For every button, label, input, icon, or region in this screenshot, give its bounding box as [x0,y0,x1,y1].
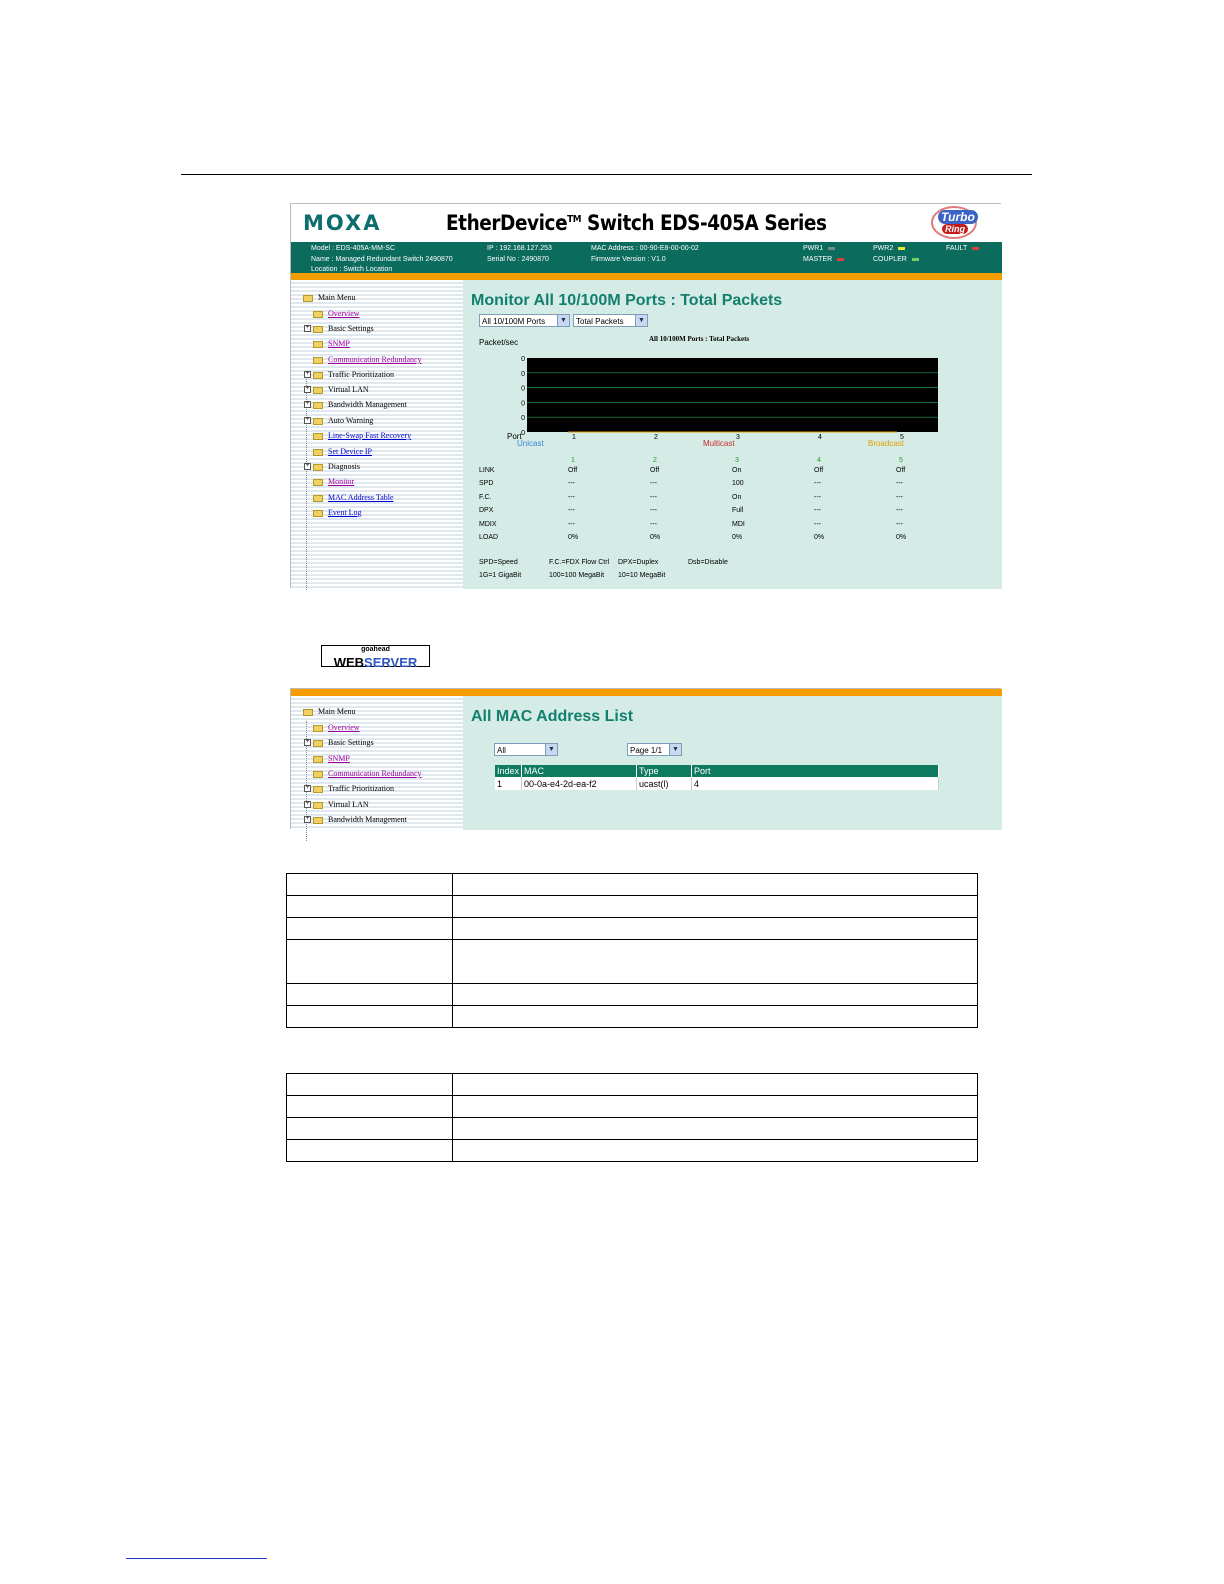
folder-icon [313,464,323,471]
port-status-cell: Off [650,467,660,474]
y-tick-label: 0 [521,430,525,437]
port-status-cell: On [732,467,742,474]
y-tick-label: 0 [521,415,525,423]
port-status-cell: --- [650,493,657,501]
name-text: Name : Managed Redundant Switch 2490870 [311,256,453,263]
sidebar-item-bandwidth-management[interactable]: Bandwidth Management [313,815,407,824]
column-header-type: Type [637,765,692,777]
folder-icon [313,418,323,425]
legend-dpx: DPX=Duplex [618,559,659,566]
port-status-cell: --- [896,493,903,501]
expand-icon[interactable]: + [305,386,310,392]
port-status-cell: Full [732,507,744,515]
chevron-down-icon: ▼ [669,744,681,755]
sidebar [291,696,463,830]
table-row [495,777,939,790]
fault-led [972,247,979,250]
x-tick-label: 5 [900,434,904,441]
legend-100: 100=100 MegaBit [549,572,605,579]
sidebar-item-basic-settings[interactable]: Basic Settings [313,324,374,333]
moxa-logo: MOXA [303,211,382,235]
port-status-cell: Off [896,467,906,474]
port-status-cell: --- [568,520,575,528]
x-tick-label: 4 [818,434,822,441]
expand-icon[interactable]: + [305,325,310,331]
sidebar-item-traffic-prioritization[interactable]: Traffic Prioritization [313,784,394,793]
port-status-cell: 0% [568,534,579,541]
row-label-dpx: DPX [479,507,494,515]
port-status-cell: --- [568,493,575,501]
master-led [837,258,844,261]
folder-icon [313,433,323,440]
sidebar-item-virtual-lan[interactable]: Virtual LAN [313,385,369,394]
sidebar-item-virtual-lan[interactable]: Virtual LAN [313,800,369,809]
filter-select[interactable]: All ▼ [494,743,558,756]
y-tick-label: 0 [521,385,525,393]
sidebar-item-communication-redundancy[interactable]: Communication Redundancy [313,769,422,778]
doc-table-2 [286,1073,978,1162]
legend-unicast: Unicast [517,439,544,448]
table-row [287,874,978,896]
sidebar-item-snmp[interactable]: SNMP [313,754,350,763]
sidebar-item-set-device-ip[interactable]: Set Device IP [313,447,372,456]
sidebar-item-auto-warning[interactable]: Auto Warning [313,416,373,425]
table-header [495,765,939,777]
folder-icon [313,771,323,778]
pwr2-indicator: PWR2 [873,245,905,252]
port-status-cell: --- [814,507,821,515]
table-row [287,918,978,940]
cell-port: 4 [692,777,939,790]
cell-index: 1 [495,777,522,790]
packet-chart [463,348,1002,448]
port-status-cell: MDI [732,520,745,528]
expand-icon[interactable]: + [305,371,310,377]
y-tick-label: 0 [521,400,525,408]
port-status-cell: Off [568,467,578,474]
table-row [287,1118,978,1140]
row-label-fc: F.C. [479,493,492,501]
sidebar [291,280,463,670]
sidebar-item-main-menu[interactable]: Main Menu [303,707,356,716]
column-header-port: Port [692,765,939,777]
port-status-cell: --- [896,480,903,488]
header-rule [181,174,1032,175]
port-status-cell: --- [650,507,657,515]
sidebar-item-snmp[interactable]: SNMP [313,339,350,348]
ip-text: IP : 192.168.127.253 [487,245,552,252]
pwr1-indicator: PWR1 [803,245,835,252]
row-label-link: LINK [479,467,495,474]
port-status-cell: --- [814,480,821,488]
port-status-cell: 0% [814,534,825,541]
accent-bar [291,689,1002,696]
port-status-cell: 0% [650,534,661,541]
pwr2-led [898,247,905,250]
product-title: EtherDevice™ Switch EDS-405A Series [446,211,827,235]
device-info-bar [291,242,1002,273]
port-status-cell: On [732,493,742,501]
chevron-down-icon: ▼ [557,315,569,326]
folder-icon [313,817,323,824]
table-row [287,984,978,1006]
cell-type: ucast(l) [637,777,692,790]
chevron-down-icon: ▼ [635,315,647,326]
port-status-cell: --- [896,507,903,515]
fault-indicator: FAULT [946,245,979,252]
coupler-indicator: COUPLER [873,256,919,263]
folder-open-icon [303,295,313,302]
sidebar-item-overview[interactable]: Overview [313,309,360,318]
footer-link-rule [126,1558,267,1559]
mac-address-table [495,765,939,790]
sidebar-item-overview[interactable]: Overview [313,723,360,732]
x-tick-label: 1 [572,434,576,441]
sidebar-item-monitor[interactable]: Monitor [313,477,354,486]
folder-icon [313,372,323,379]
expand-icon[interactable]: + [305,463,310,469]
port-number-2: 2 [653,457,657,464]
sidebar-item-line-swap-fast-recovery[interactable]: Line-Swap Fast Recovery [313,431,411,440]
row-label-mdix: MDIX [479,520,497,528]
table-row [287,1074,978,1096]
port-status-cell: --- [814,493,821,501]
expand-icon[interactable]: + [305,816,310,822]
x-tick-label: 2 [654,434,658,441]
mac-list-panel [463,696,1002,830]
folder-icon [313,786,323,793]
port-number-4: 4 [817,457,821,464]
chevron-down-icon: ▼ [545,744,557,755]
folder-icon [313,756,323,763]
port-status-cell: --- [896,520,903,528]
folder-icon [313,510,323,517]
expand-icon[interactable]: + [305,801,310,807]
master-indicator: MASTER [803,256,844,263]
expand-icon[interactable]: + [305,417,310,423]
monitor-screenshot [290,203,1001,670]
port-number-5: 5 [899,457,903,464]
model-text: Model : EDS-405A-MM-SC [311,245,396,252]
plot-area [527,358,938,432]
sidebar-item-event-log[interactable]: Event Log [313,508,362,517]
row-label-load: LOAD [479,534,499,541]
column-header-mac: MAC [522,765,637,777]
y-tick-label: 0 [521,356,525,363]
legend-spd: SPD=Speed [479,559,518,566]
firmware-text: Firmware Version : V1.0 [591,256,666,263]
monitor-panel [463,280,1002,589]
mac-list-screenshot [290,688,1001,829]
column-header-index: Index [495,765,522,777]
port-select[interactable]: All 10/100M Ports ▼ [479,314,570,327]
app-header [291,204,1002,242]
sidebar-item-main-menu[interactable]: Main Menu [303,293,356,302]
port-status-cell: 100 [732,480,744,488]
port-status-cell: 0% [732,534,743,541]
table-row [287,1006,978,1028]
folder-icon [313,802,323,809]
legend-fc: F.C.=FDX Flow Ctrl [549,559,610,566]
port-number-3: 3 [735,457,739,464]
chart-title: All 10/100M Ports : Total Packets [649,335,750,343]
sidebar-item-diagnosis[interactable]: Diagnosis [313,462,360,471]
x-axis-label: Port [507,432,522,441]
table-row [287,896,978,918]
mac-text: MAC Address : 00-90-E8-00-00-02 [591,245,699,252]
port-status-cell: --- [814,520,821,528]
port-status-cell: --- [650,520,657,528]
folder-icon [313,740,323,747]
location-text: Location : Switch Location [311,266,393,273]
legend-dsb: Dsb=Disable [688,559,728,566]
y-axis-label: Packet/sec [479,338,519,347]
port-status-cell: Off [814,467,824,474]
folder-icon [313,357,323,364]
turbo-ring-logo: Turbo Ring [931,206,977,239]
folder-icon [313,402,323,409]
legend-multicast: Multicast [703,439,735,448]
packet-type-select[interactable]: Total Packets ▼ [573,314,648,327]
serial-text: Serial No : 2490870 [487,256,549,263]
folder-icon [313,495,323,502]
doc-table-1 [286,873,978,1028]
legend-broadcast: Broadcast [868,439,905,448]
legend-10: 10=10 MegaBit [618,572,666,579]
table-row [287,1140,978,1162]
folder-icon [313,449,323,456]
folder-icon [313,725,323,732]
page-select[interactable]: Page 1/1 ▼ [627,743,682,756]
folder-icon [313,341,323,348]
expand-icon[interactable]: + [305,401,310,407]
sidebar-item-traffic-prioritization[interactable]: Traffic Prioritization [313,370,394,379]
cell-mac: 00-0a-e4-2d-ea-f2 [522,777,637,790]
folder-icon [313,326,323,333]
y-tick-label: 0 [521,370,525,378]
table-row [287,940,978,984]
legend-1g: 1G=1 GigaBit [479,572,522,579]
folder-icon [313,479,323,486]
port-number-1: 1 [571,457,575,464]
expand-icon[interactable]: + [305,785,310,791]
folder-icon [313,311,323,318]
row-label-spd: SPD [479,480,494,488]
folder-icon [313,387,323,394]
table-row [287,1096,978,1118]
page-title: All MAC Address List [471,708,634,725]
sidebar-item-basic-settings[interactable]: Basic Settings [313,738,374,747]
coupler-led [912,258,919,261]
sidebar-item-communication-redundancy[interactable]: Communication Redundancy [313,355,422,364]
port-status-cell: 0% [896,534,907,541]
port-status-cell: --- [568,480,575,488]
pwr1-led [828,247,835,250]
sidebar-item-bandwidth-management[interactable]: Bandwidth Management [313,400,407,409]
x-tick-label: 3 [736,434,740,441]
port-status-cell: --- [650,480,657,488]
page-title: Monitor All 10/100M Ports : Total Packets [471,292,783,309]
accent-bar [291,273,1002,280]
folder-open-icon [303,709,313,716]
expand-icon[interactable]: + [305,739,310,745]
sidebar-item-mac-address-table[interactable]: MAC Address Table [313,493,394,502]
port-status-cell: --- [568,507,575,515]
webserver-logo: goahead WEBSERVER [321,645,430,667]
